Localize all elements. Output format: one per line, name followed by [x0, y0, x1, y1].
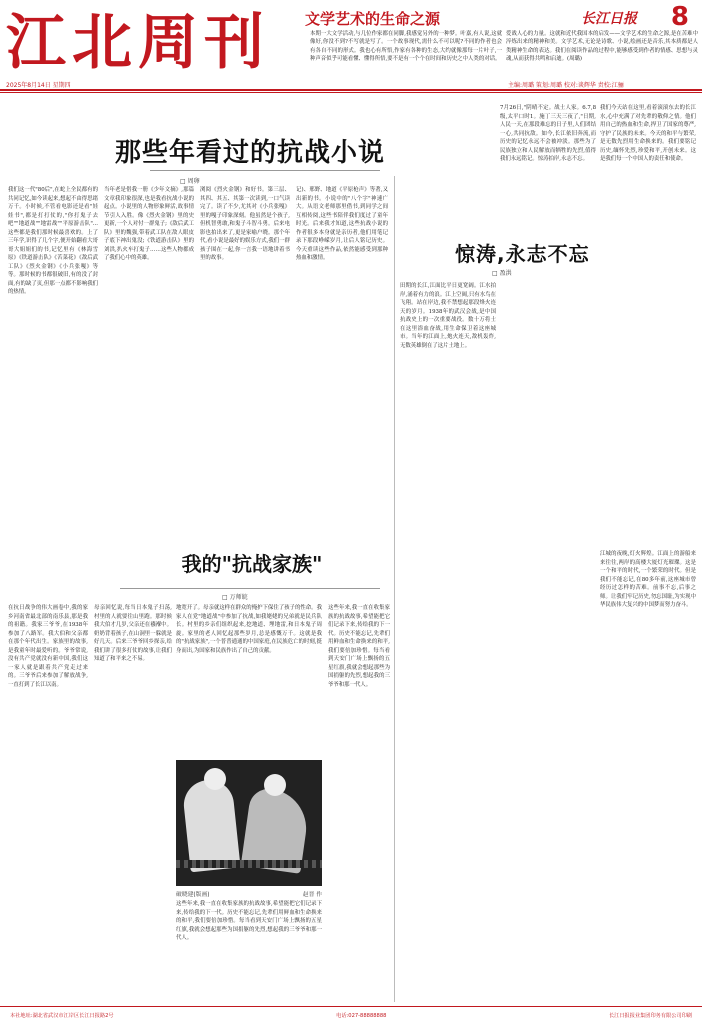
article1-column-1: 我们这一代"80后",在蛇上全民都有的共同记忆,如今读起来,想起不由得思绪万千。小时候,不管看电影还是看"娃娃书",都是打打仗的,"你打鬼子去吧""地道战""地雷战""平原游击队"...这些都是我们那时候最喜欢的。上了三年学,识得了几个字,便开始翻看大哥哥大姐姐们的书,记忆里有《林海雪原》《铁道游击队》《苦菜花》《敌后武工队》《烈火金钢》《小兵张嘎》等等。那时候的书都很破旧,有的没了封面,有的缺了页,但那一点都不影响我们的热情。 [8, 187, 98, 295]
article3-column-2: 7月26日,"阴晴不定。战士人家。6.7,8级,太平口时1。施丁三天三夜了,"日期,人民一天,在那段难忘的日子里,人们团结一心,共同抗敌。如今,长江依旧奔流,而历史的记忆永远不会被冲淡。那些为了民族独立和人民解放而牺牲的先烈,值得我们永远铭记。惊涛拍岸,永志不忘。 [500, 105, 596, 162]
column-divider [394, 176, 395, 1002]
section-title: 文学艺术的生命之源 [305, 10, 441, 28]
page-number: 8 [670, 2, 689, 32]
article2-column-4: 这些年来,我一直在收集家族的抗战故事,希望能把它们记录下来,传给我的下一代。历史不能忘记,先辈们用鲜血和生命换来的和平,我们要倍加珍惜。每当看到天安门广场上飘扬的五星红旗,我就会想起那些为国捐躯的先烈,想起我的三爷爷和那一代人。 [328, 605, 390, 688]
issue-date: 2025年8月14日 星期四 [6, 82, 71, 89]
footer-print: 长江日报报业集团印务有限公司印刷 [608, 1013, 692, 1019]
brand-logo: 江北周刊 [6, 8, 270, 78]
woodcut-illustration [176, 760, 322, 886]
footer-address: 本社地址:湖北省武汉市江岸区长江日报路2号 [10, 1013, 114, 1019]
top-bar [305, 2, 697, 32]
article2-column-3b: 这些年来,我一直在收集家族的抗战故事,希望能把它们记录下来,传给我的下一代。历史不能忘记,先辈们用鲜血和生命换来的和平,我们要倍加珍惜。每当看到天安门广场上飘扬的五星红旗,我就会想起那些为国捐躯的先烈,想起我的三爷爷和那一代人。 [176, 901, 322, 941]
article3-column-4: 江城的夜晚,灯火辉煌。江面上的游船来来往往,两岸的高楼大厦灯光璀璨。这是一个和平的时代,一个繁荣的时代。但是我们不能忘记,在80多年前,这座城市曾经历过怎样的苦难。前事不忘,后事之师。让我们牢记历史,勿忘国耻,为实现中华民族伟大复兴的中国梦而努力奋斗。 [600, 551, 696, 608]
article2-column-3: 地宽开了。母亲就这样在群众的掩护下保住了孩子的性命。我家人在党"地道战"中参加了抗战,如我姥姥的兄弟就是民兵队长。村里的乡亲们组织起来,挖地道、埋地雷,和日本鬼子周旋。家里的老人回忆起那些岁月,总是感慨万千。这就是我的"抗战家族",一个普普通通的中国家庭,在民族危亡的时刻,挺身而出,为国家和民族作出了自己的贡献。 [176, 605, 322, 654]
masthead-thin-rule [0, 92, 702, 93]
article1-title-rule [150, 170, 380, 171]
article1-column-4: 记)、邢野、地道《平原枪声》等著,又出新的书。小说中的"八个字"神速广大。从语文老师那里借书,到同学之间互相传阅,这些书陪伴我们度过了童年时光。后来我才知道,这些抗战小说的作者很多本身就是亲历者,他们用笔记录下那段峥嵘岁月,让后人铭记历史。今天重读这些作品,依然能感受到那种热血和激情。 [296, 187, 388, 261]
page-footer [0, 1006, 702, 1024]
article3-byline: □ 盈洪 [492, 270, 512, 277]
caption-author: 赵晋 作 [302, 892, 322, 898]
masthead-rule [0, 89, 702, 91]
article1-column-2: 当年老是借我一册《少年文摘》,那篇文章我印象很深,也是我看抗战小说的起点。小说里的人物形象鲜活,故事情节引人入胜。像《烈火金钢》里的史更新,一个人对付一群鬼子;《敌后武工队》里的魏强,带着武工队在敌人眼皮子底下神出鬼没;《铁道游击队》里的刘洪,扒火车打鬼子……这些人物都成了我们心中的英雄。 [104, 187, 194, 261]
editors-line: 主编:周璐 策划:周璐 校对:谈辉华 责校:江骊 [508, 82, 624, 89]
paper-logo: 长江日报 [581, 11, 637, 27]
article1-byline: □ 周卵 [180, 178, 200, 185]
article2-column-1: 在抗日战争的伟大画卷中,我的家乡河南省最北部的南乐县,那是我的祖籍。我家三爷爷,在1938年参加了八路军。我大伯和父亲都在那个年代出生。家族里的故事,是我童年时最爱听的。爷爷常说,没有共产党就没有新中国,我们这一家人就是跟着共产党走过来的。三爷爷后来参加了解放战争,一直打到了长江以南。 [8, 605, 88, 688]
footer-phone: 电话:027-88888888 [336, 1013, 387, 1019]
article3-column-1: 田期的长江,江面比平日更宽阔。江水拍岸,涌着有力的浪。江上空阔,只有水鸟在飞翔。站在岸边,我不禁想起那段烽火连天的岁月。1938年的武汉会战,是中国抗战史上的一次重要战役。数十万将士在这里浴血奋战,用生命保卫着这座城市。当年的江面上,炮火连天,敌机轰炸,无数英雄倒在了这片土地上。 [400, 283, 496, 349]
article2-column-2: 母亲回忆说,每当日本鬼子扫荡,村里的人就要往山里跑。那时候我大伯才几岁,父亲还在襁褓中。奶奶背着孩子,在山洞里一躲就是好几天。后来三爷爷回乡探亲,给我们讲了很多打仗的故事,让我们知道了和平来之不易。 [94, 605, 172, 662]
article2-title: 我的"抗战家族" [181, 552, 323, 576]
article3-column-3: 我们今天站在这里,看着滚滚东去的长江水,心中充满了对先辈的敬仰之情。他们用自己的热血和生命,捍卫了国家的尊严,守护了民族的未来。今天的和平与繁荣,是无数先烈用生命换来的。我们要铭记历史,缅怀先烈,珍爱和平,开创未来。这是我们每一个中国人的责任和使命。 [600, 105, 696, 162]
article2-byline: □ 万师皖 [222, 594, 248, 601]
caption-title: 破晓建(版画) [176, 892, 210, 898]
article1-title: 那些年看过的抗战小说 [114, 138, 385, 168]
intro-column-1: 本期一大文学活动,与几位作家都在同脚,我感觉另外的一种梦。叶嘉,有人说,这就像好,你没不到?不写就是写了。一个故事现代,需什么不可以呢?不同的作者也会有各自不同的形式。我也心有所悟,作家有各种的生态,大约就像那每一片叶子,一种声音似乎可能看懂、懂得所悟,要不是有一个个在时间和历史之中人类的对话。 [310, 31, 502, 63]
article3-title: 惊涛,永志不忘 [455, 242, 590, 266]
woodcut-caption [176, 889, 322, 898]
masthead [0, 0, 702, 92]
intro-column-2: 爱战人心的力量。这就和近代我国本的启发——文学艺术的生命之源,是在苦难中淬炼出来的精神和美。文学艺术,无论是诗歌、小说,绘画还是音乐,其本质都是人类精神生命的表达。我们在阅读作品的过程中,能够感受到作者的情感、思想与灵魂,从而获得共鸣和启迪。(周璐) [506, 31, 698, 63]
article1-column-3: 浏阅《烈火金钢》和好书。第三层、其四、其五、其第一次读到,一口气读完了。读了不少,尤其对《小兵张嘎》里的嘎子印象深刻。他虽然是个孩子,但机智勇敢,和鬼子斗智斗勇。后来电影也拍出来了,更是家喻户晓。那个年代,看小说是最好的娱乐方式,我们一群孩子围在一起,你一言我一语地讲着书里的故事。 [200, 187, 290, 261]
article2-title-rule [120, 588, 380, 589]
